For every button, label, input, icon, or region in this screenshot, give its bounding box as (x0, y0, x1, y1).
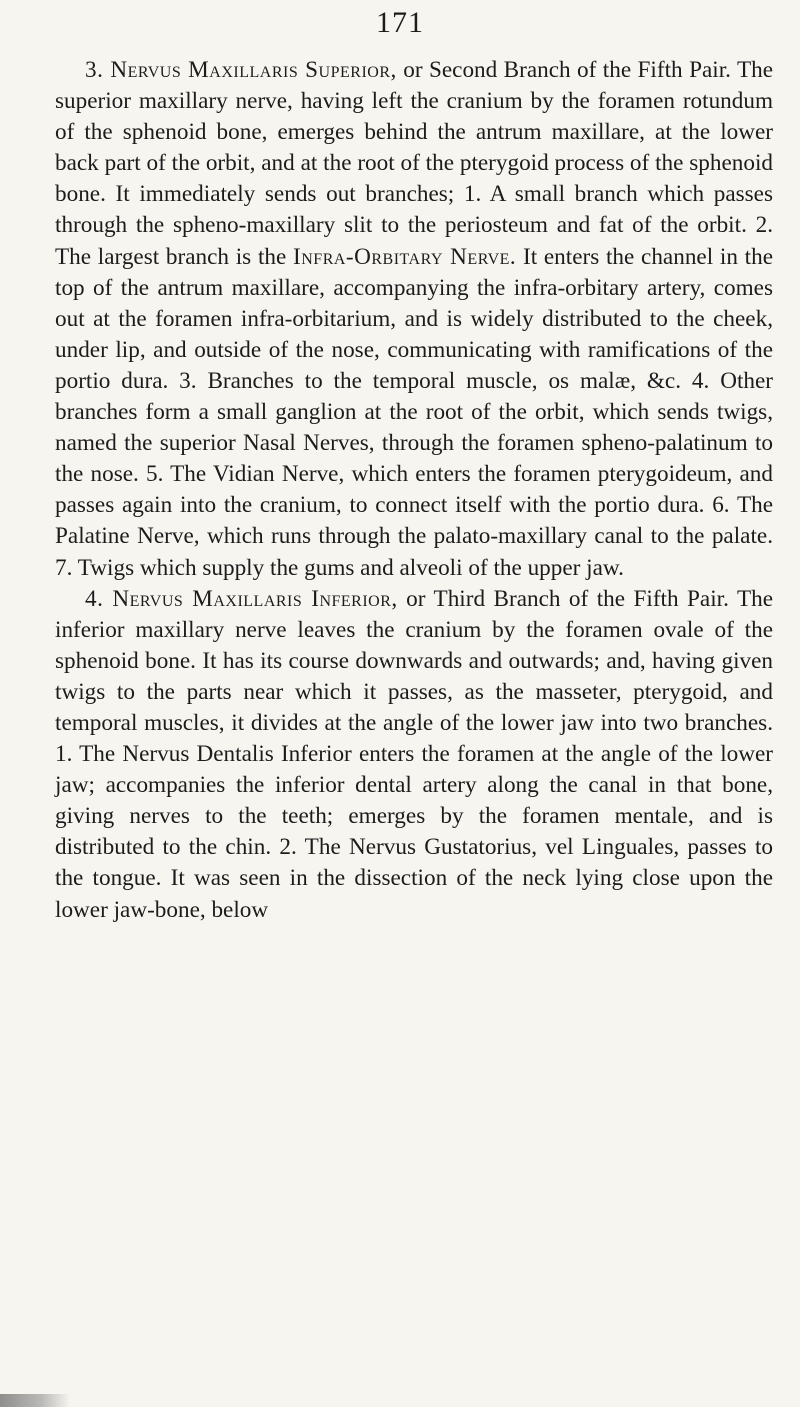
page-edge-mark (0, 1394, 70, 1407)
term-infra-orbitary-nerve: Infra-Orbitary Nerve. (293, 243, 517, 270)
paragraph-nervus-maxillaris-superior (55, 55, 773, 584)
paragraph-text: It enters the channel in the top of the antrum maxillare, accompanying the infra-orbitary artery, comes out at the foramen infra-orbitarium, and is widely distributed to the cheek, under lip, and outside of the nose, communicating with ramifications of the portio dura. 3. Branches to the temporal muscle, os malæ, &c. 4. Other branches form a small ganglion at the root of the orbit, which sends twigs, named the superior Nasal Nerves, through the foramen spheno-palatinum to the nose. 5. The Vidian Nerve, which enters the foramen pterygoideum, and passes again into the cranium, to connect itself with the portio dura. 6. The Palatine Nerve, which runs through the palato-maxillary canal to the palate. 7. Twigs which supply the gums and alveoli of the upper jaw. (55, 243, 773, 581)
paragraph-nervus-maxillaris-inferior (55, 584, 773, 926)
page-number: 171 (376, 6, 424, 39)
page-body (55, 55, 773, 926)
paragraph-text: or Third Branch of the Fifth Pair. The inferior maxillary nerve leaves the cranium by the foramen ovale of the sphenoid bone. It has its course downwards and outwards; and, having given twigs to the parts near which it passes, as the masseter, pterygoid, and temporal muscles, it divides at the angle of the lower jaw into two branches. 1. The Nervus Dentalis Inferior enters the foramen at the angle of the lower jaw; accompanies the inferior dental artery along the canal in that bone, giving nerves to the teeth; emerges by the foramen mentale, and is distributed to the chin. 2. The Nervus Gustatorius, vel Linguales, passes to the tongue. It was seen in the dissection of the neck lying close upon the lower jaw-bone, below (55, 585, 773, 923)
section-heading: 3. Nervus Maxillaris Superior, (85, 57, 397, 83)
paragraph-text: or Second Branch of the Fifth Pair. The superior maxillary nerve, having left the cranium by the foramen rotundum of the sphenoid bone, emerges behind the antrum maxillare, at the lower back part of the orbit, and at the root of the pterygoid process of the sphenoid bone. It immediately sends out branches; 1. A small branch which passes through the spheno-maxillary slit to the periosteum and fat of the orbit. 2. The largest branch is the (55, 57, 773, 270)
section-heading: 4. Nervus Maxillaris Inferior, (85, 585, 398, 612)
